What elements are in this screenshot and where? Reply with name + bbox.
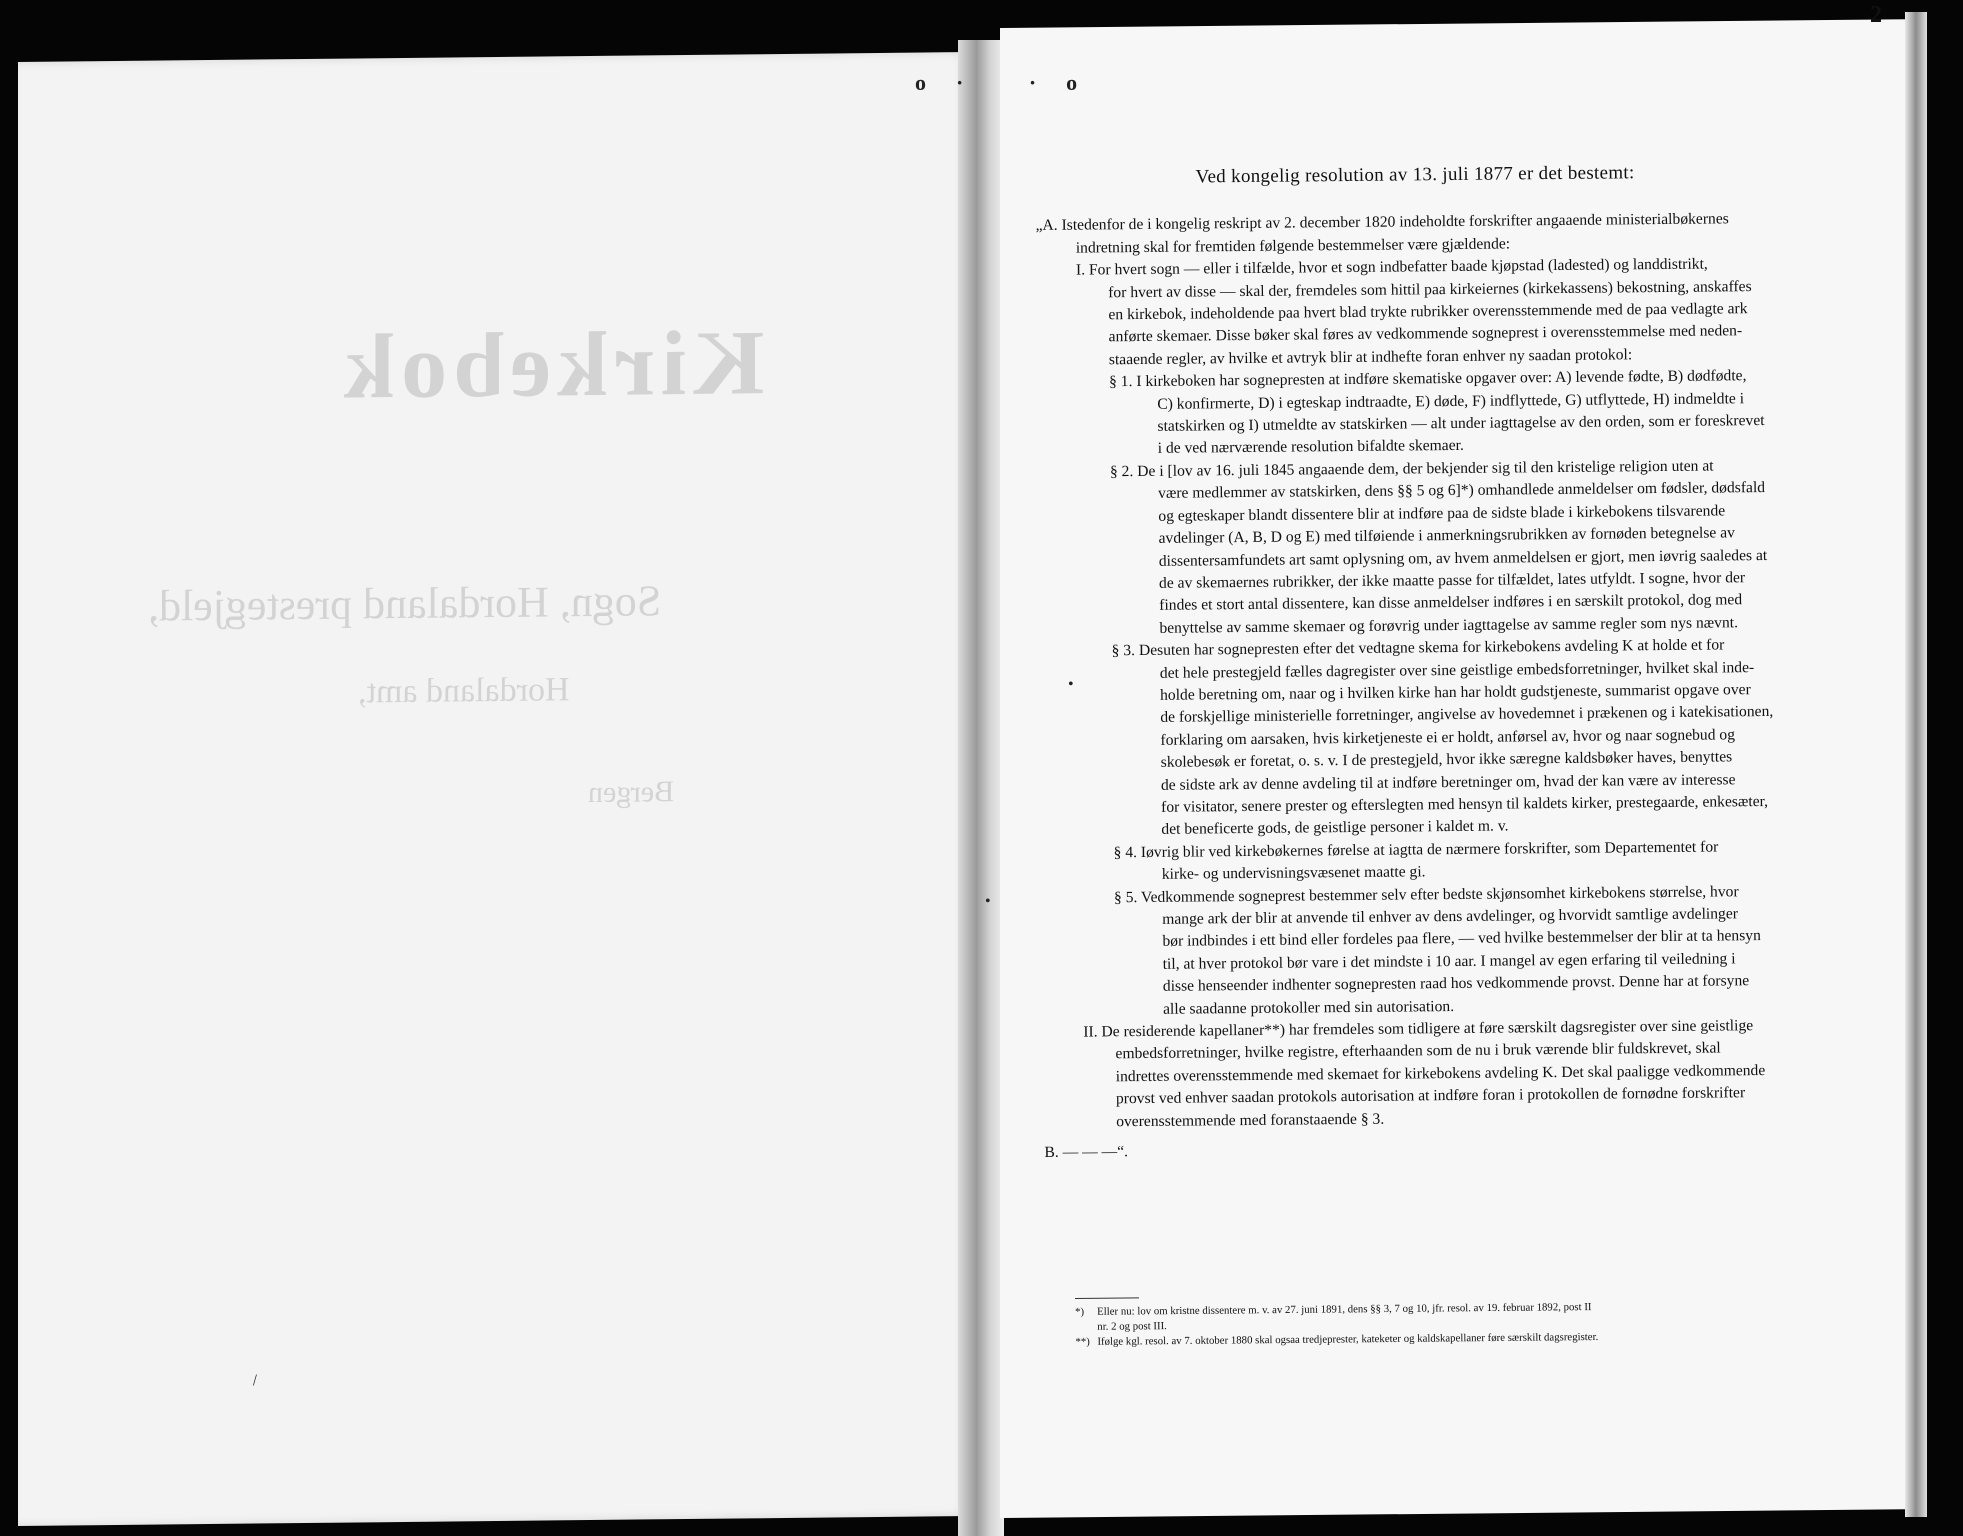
text-line: i de ved nærværende resolution bifaldte skemaer. <box>1157 437 1464 458</box>
text-line: B. — — —“. <box>1044 1143 1129 1162</box>
text-line: være medlemmer av statskirken, dens §§ 5 og 6]*) omhandlede anmeldelser om fødsler, dødsfald <box>1158 479 1766 503</box>
text-line: § 4. Iøvrig blir ved kirkebøkernes førelse at iagtta de nærmere forskrifter, som Departementet for <box>1113 838 1719 862</box>
left-page <box>18 52 968 1526</box>
bleed-through-line: Bergen <box>588 775 675 810</box>
bleed-through-line: Hordaland amt, <box>358 671 570 711</box>
text-line: § 1. I kirkeboken har sognepresten at indføre skematiske opgaver over: A) levende fødte, B) dødfødte, <box>1108 367 1747 391</box>
book-gutter <box>958 40 1004 1536</box>
footnotes <box>1075 1291 1815 1350</box>
footnote-text: nr. 2 og post III. <box>1097 1320 1167 1333</box>
text-line: anførte skemaer. Disse bøker skal føres av vedkommende sogneprest i overensstemmelse med neden- <box>1108 322 1743 346</box>
text-line: indretning skal for fremtiden følgende bestemmelser være gjældende: <box>1075 235 1511 257</box>
text-line: forklaring om aarsaken, hvis kirketjeneste ei er holdt, anførsel av, hvor og naar sognebud og <box>1160 726 1736 749</box>
document-heading: Ved kongelig resolution av 13. juli 1877 er det bestemt: <box>1195 162 1635 188</box>
text-line: de av skemaernes rubrikker, der ikke maatte passe for tilfældet, lates utfyldt. I sogne, hvor der <box>1158 569 1746 592</box>
binding-marks: o· ·o <box>915 70 1108 95</box>
text-line: det beneficerte gods, de geistlige personer i kaldet m. v. <box>1161 817 1509 839</box>
footnote-rule <box>1075 1297 1139 1299</box>
text-line: benyttelse av samme skemaer og forøvrig under iagttagelse av samme regler som nys nævnt. <box>1159 613 1739 637</box>
text-line: til, at hver protokol bør vare i det mindste i 10 aar. I mangel av egen erfaring til veiledning i <box>1162 950 1736 973</box>
text-line: staaende regler, av hvilke et avtryk blir at indhefte foran enhver ny saadan protokol: <box>1108 346 1633 369</box>
footnote-list <box>1075 1298 1815 1350</box>
text-line: avdelinger (A, B, D og E) med tilføiende i anmerkningsrubrikken av fornøden betegnelse av <box>1158 524 1735 547</box>
text-line: statskirken og I) utmeldte av statskirken — alt under iagttagelse av den orden, som er foreskrevet <box>1157 412 1765 435</box>
text-line: alle saadanne protokoller med sin autorisation. <box>1162 997 1455 1018</box>
text-line: for visitator, senere prester og efterslegten med hensyn til kaldets kirker, prestegaarde, enkesæter, <box>1161 792 1769 816</box>
text-line: og egteskaper blandt dissentere blir at indføre paa de sidste blade i kirkebokens tilsvarende <box>1158 502 1726 525</box>
text-line: provst ved enhver saadan protokols autorisation at indføre foran i protokollen de fornødne forskrifter <box>1115 1084 1746 1108</box>
text-line: § 3. Desuten har sognepresten efter det vedtagne skema for kirkebokens avdeling K at holde et for <box>1111 636 1725 660</box>
text-line: bør indbindes i ett bind eller fordeles paa flere, — ved hvilke bestemmelser der blir at ta hensyn <box>1162 927 1761 951</box>
text-line: det hele prestegjeld fælles dagregister over sine geistlige embedsforretninger, hvilket skal inde- <box>1159 658 1755 682</box>
text-lines <box>1035 208 1804 1164</box>
text-line: overensstemmende med foranstaaende § 3. <box>1116 1110 1385 1130</box>
text-line: de sidste ark av denne avdeling til at indføre beretninger om, hvad der kan være av interesse <box>1160 770 1736 794</box>
footnote-text: Ifølge kgl. resol. av 7. oktober 1880 skal ogsaa tredjeprester, kateketer og kaldskapellaner føre særskilt dagsregister. <box>1097 1330 1599 1348</box>
text-line: kirke- og undervisningsvæsenet maatte gi. <box>1161 863 1426 884</box>
text-line: en kirkebok, indeholdende paa hvert blad trykte rubrikker overensstemmende med de paa vedlagte ark <box>1108 300 1748 324</box>
bleed-through-title: Kirkebok <box>338 311 765 418</box>
bleed-through-line: Sogn, Hordaland prestegjeld, <box>148 576 662 631</box>
text-line: § 5. Vedkommende sogneprest bestemmer selv efter bedste skjønsomhet kirkebokens størrelse, hvor <box>1113 882 1739 906</box>
page-edge <box>1905 12 1927 1517</box>
text-line: skolebesøk er foretat, o. s. v. I de prestegjeld, hvor ikke særegne kaldsbøker haves, benyttes <box>1160 748 1733 771</box>
text-line: dissentersamfundets art samt oplysning om, av hvem anmeldelsen er gjort, men iøvrig saaledes at <box>1158 546 1768 570</box>
text-line: embedsforretninger, hvilke registre, efterhaanden som de nu i bruk værende blir fuldskrevet, skal <box>1115 1039 1721 1063</box>
text-line: „A. Istedenfor de i kongelig reskript av 2. december 1820 indeholdte forskrifter angaaende ministerialbøkernes <box>1035 210 1729 235</box>
text-line: § 2. De i [lov av 16. juli 1845 angaaende dem, der bekjender sig til den kristelige religion uten at <box>1109 457 1714 481</box>
text-line: I. For hvert sogn — eller i tilfælde, hvor et sogn indbefatter baade kjøpstad (ladested) og landdistrikt, <box>1075 255 1708 279</box>
footnote-text: Eller nu: lov om kristne dissentere m. v. av 27. juni 1891, dens §§ 3, 7 og 10, jfr. resol. av 19. februar 1892, post II <box>1097 1301 1592 1318</box>
page-number: 2 <box>1870 2 1882 28</box>
ink-speck: • <box>1068 676 1074 693</box>
footnote-mark: **) <box>1075 1335 1090 1348</box>
text-line: de forskjellige ministerielle forretninger, angivelse av hovedemnet i prækenen og i katekisationen, <box>1160 703 1774 727</box>
resolution-text <box>1035 161 1805 1165</box>
text-line: II. De residerende kapellaner**) har fremdeles som tidligere at føre særskilt dagsregister over sine geistlige <box>1083 1017 1754 1041</box>
text-line: holde beretning om, naar og i hvilken kirke han har holdt gudstjeneste, summarist opgave over <box>1159 681 1751 704</box>
text-line: C) konfirmerte, D) i egteskap indtraadte, E) døde, F) indflyttede, G) utflyttede, H) indmeldte i <box>1157 389 1745 413</box>
footnote-mark: *) <box>1075 1305 1085 1318</box>
text-line: for hvert av disse — skal der, fremdeles som hittil paa kirkeiernes (kirkekassens) bekostning, anskaffes <box>1108 277 1752 301</box>
text-line: indrettes overensstemmende med skemaet for kirkebokens avdeling K. Det skal paaligge vedkommende <box>1115 1061 1766 1086</box>
text-line: findes et stort antal dissentere, kan disse anmeldelser indføres i en særskilt protokol, dog med <box>1159 591 1743 615</box>
text-line: mange ark der blir at anvende til enhver av dens avdelinger, og hvorvidt samtlige avdelinger <box>1162 905 1738 928</box>
ink-speck: • <box>985 893 991 910</box>
text-line: disse henseender indhenter sognepresten raad hos vedkommende provst. Denne har at forsyne <box>1162 972 1750 996</box>
ink-speck: \ <box>247 1372 262 1389</box>
